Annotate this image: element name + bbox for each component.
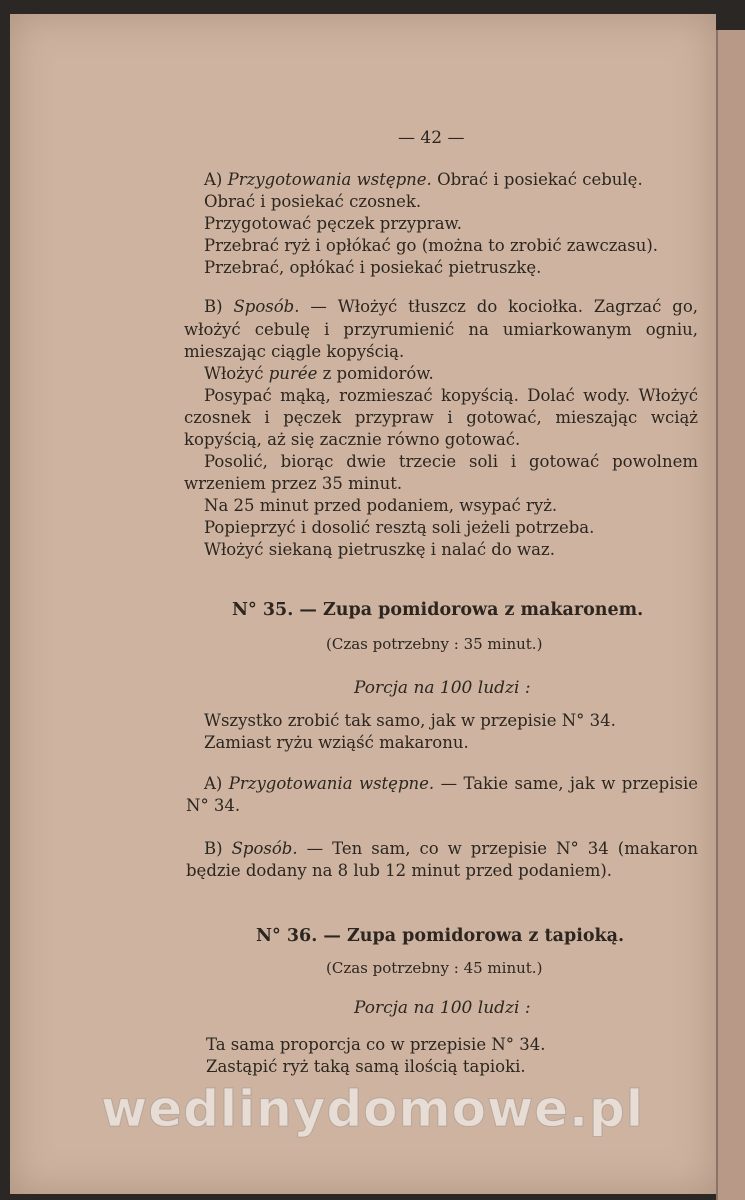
part-b-line: Popieprzyć i dosolić resztą soli jeżeli potrzeba.: [204, 518, 595, 537]
recipe-36-line: Zastąpić ryż taką samą ilością tapioki.: [206, 1057, 526, 1076]
part-a-rest: Obrać i posiekać cebulę.: [437, 170, 643, 189]
part-a-first-line: [204, 170, 643, 190]
part-b-first-line: [204, 297, 698, 317]
part-b-line: mieszając ciągle kopyścią.: [184, 342, 405, 361]
recipe-35-a-line: [204, 774, 698, 794]
part-b-line: kopyścią, aż się zacznie równo gotować.: [184, 430, 521, 449]
part-a-title: Przygotowania wstępne.: [227, 170, 432, 189]
recipe-35-b-line: [204, 839, 698, 859]
recipe-35-b-rest: — Ten sam, co w przepisie N° 34 (makaron: [306, 839, 698, 858]
part-b-puree-pre: Włożyć: [204, 364, 264, 383]
next-page-edge: [716, 30, 745, 1200]
recipe-35-portion: Porcja na 100 ludzi :: [354, 678, 531, 698]
part-b-line-puree: [204, 364, 434, 384]
part-a-label: A): [204, 170, 223, 189]
recipe-36-portion: Porcja na 100 ludzi :: [354, 998, 531, 1018]
part-b-line: włożyć cebulę i przyrumienić na umiarkowanym ogniu,: [184, 320, 698, 339]
part-b-line: Posolić, biorąc dwie trzecie soli i gotować powolnem: [204, 452, 698, 471]
part-b-line: Włożyć siekaną pietruszkę i nalać do waz.: [204, 540, 555, 559]
part-b-puree-post: z pomidorów.: [322, 364, 434, 383]
part-a-line: Przebrać ryż i opłókać go (można to zrobić zawczasu).: [204, 236, 658, 255]
part-b-line: Posypać mąką, rozmieszać kopyścią. Dolać wody. Włożyć: [204, 386, 698, 405]
part-b-line: Na 25 minut przed podaniem, wsypać ryż.: [204, 496, 558, 515]
recipe-36-time: (Czas potrzebny : 45 minut.): [326, 959, 543, 977]
recipe-36-line: Ta sama proporcja co w przepisie N° 34.: [206, 1035, 546, 1054]
part-a-line: Obrać i posiekać czosnek.: [204, 192, 422, 211]
part-a-line: Przebrać, opłókać i posiekać pietruszkę.: [204, 258, 542, 277]
part-b-title: Sposób.: [233, 297, 300, 316]
recipe-35-heading: N° 35. — Zupa pomidorowa z makaronem.: [232, 600, 644, 620]
recipe-35-a-rest: — Takie same, jak w przepisie: [440, 774, 699, 793]
recipe-35-a-title: Przygotowania wstępne.: [228, 774, 435, 793]
part-b-line: wrzeniem przez 35 minut.: [184, 474, 403, 493]
watermark: wedlinydomowe.pl: [101, 1080, 644, 1138]
recipe-35-b-title: Sposób.: [231, 839, 298, 858]
recipe-35-b-cont: będzie dodany na 8 lub 12 minut przed podaniem).: [186, 861, 613, 880]
recipe-35-a-cont: N° 34.: [186, 796, 241, 815]
recipe-35-line: Wszystko zrobić tak samo, jak w przepisie N° 34.: [204, 711, 616, 730]
part-a-line: Przygotować pęczek przypraw.: [204, 214, 462, 233]
part-b-rest: — Włożyć tłuszcz do kociołka. Zagrzać go,: [310, 297, 699, 316]
recipe-35-line: Zamiast ryżu wziąść makaronu.: [204, 733, 469, 752]
page-number: — 42 —: [398, 128, 465, 148]
part-b-puree-word: purée: [268, 364, 318, 383]
recipe-35-time: (Czas potrzebny : 35 minut.): [326, 635, 543, 653]
part-b-label: B): [204, 297, 223, 316]
part-b-line: czosnek i pęczek przypraw i gotować, mieszając wciąż: [184, 408, 698, 427]
recipe-35-b-label: B): [204, 839, 223, 858]
recipe-35-a-label: A): [204, 774, 223, 793]
recipe-36-heading: N° 36. — Zupa pomidorowa z tapioką.: [256, 926, 625, 946]
